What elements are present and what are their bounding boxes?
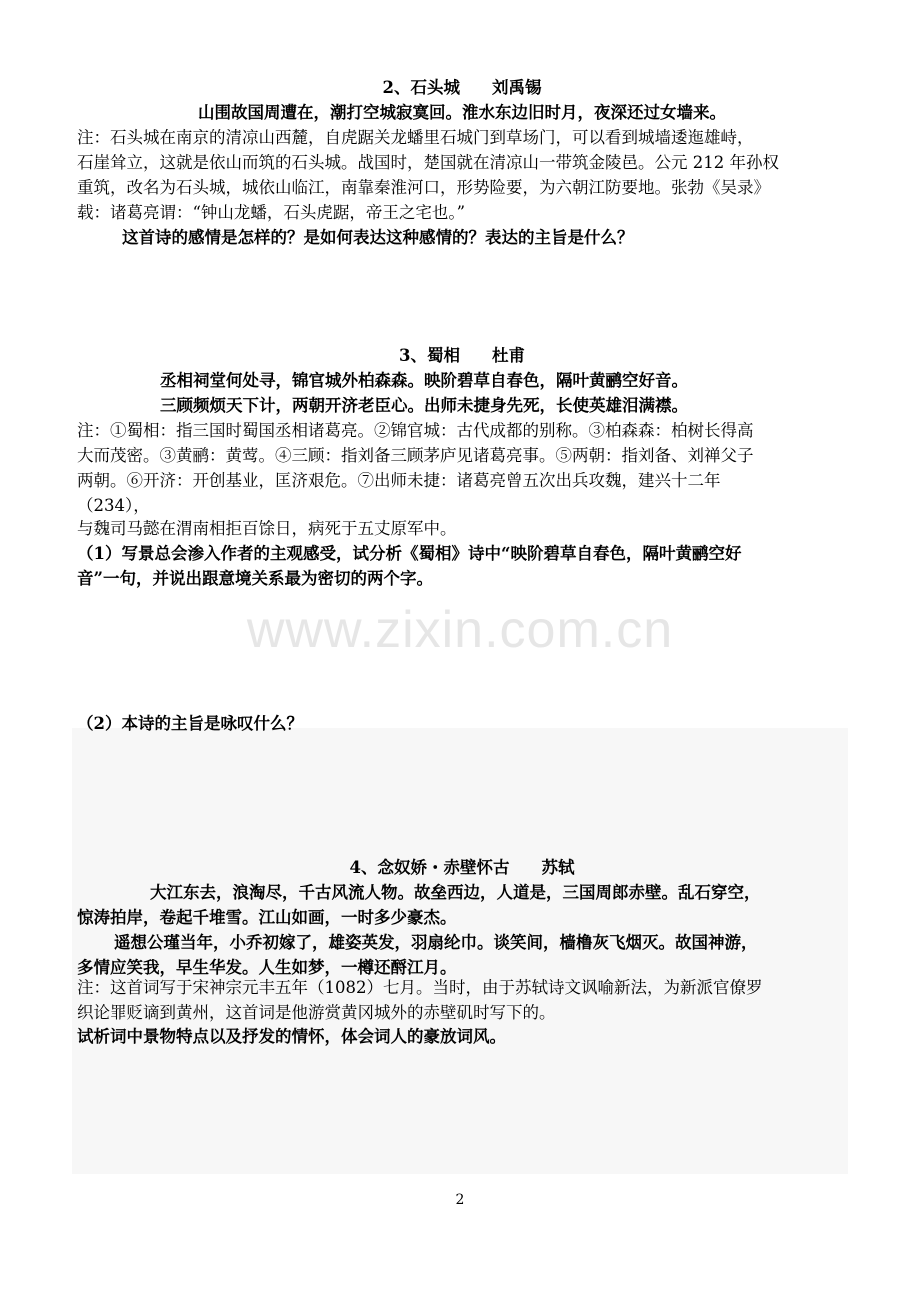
poem4-verse-line: 惊涛拍岸，卷起千堆雪。江山如画，一时多少豪杰。 (77, 908, 457, 927)
poem2-heading (77, 75, 847, 100)
poem3-note-line: 注：①蜀相：指三国时蜀国丞相诸葛亮。②锦官城：古代成都的别称。③柏森森：柏树长得高 (77, 421, 754, 440)
poem3-note-line: 大而茂密。③黄鹂：黄莺。④三顾：指刘备三顾茅庐见诸葛亮事。⑤两朝：指刘备、刘禅父子 (77, 446, 754, 465)
poem3-question1-line: （1）写景总会渗入作者的主观感受，试分析《蜀相》诗中“映阶碧草自春色，隔叶黄鹂空好 (77, 544, 742, 563)
watermark-text: www.zixin.com.cn (246, 601, 674, 659)
poem4-question: 试析词中景物特点以及抒发的情怀，体会词人的豪放词风。 (77, 1027, 506, 1046)
poem4-verse-line: 遥想公瑾当年，小乔初嫁了，雄姿英发，羽扇纶巾。谈笑间，樯橹灰飞烟灭。故国神游， (114, 933, 758, 952)
poem2-author: 刘禹锡 (491, 78, 542, 97)
poem3-verse-line: 丞相祠堂何处寻，锦官城外柏森森。映阶碧草自春色，隔叶黄鹂空好音。 (160, 371, 688, 390)
poem4-note-line: 注：这首词写于宋神宗元丰五年（1082）七月。当时，由于苏轼诗文讽喻新法，为新派官僚罗 (77, 978, 763, 997)
poem3-note-line: （234）， (77, 496, 150, 515)
page-number: 2 (455, 1192, 465, 1208)
poem3-title: 3、蜀相 (399, 346, 460, 365)
poem3-note-line: 与魏司马懿在渭南相拒百馀日，病死于五丈原军中。 (77, 519, 457, 538)
poem3-question1-line: 音”一句，并说出跟意境关系最为密切的两个字。 (77, 569, 433, 588)
poem4-author: 苏轼 (541, 858, 575, 877)
poem2-title: 2、石头城 (382, 78, 460, 97)
poem2-note-line: 石崖耸立，这就是依山而筑的石头城。战国时，楚国就在清凉山一带筑金陵邑。公元 212 年孙权 (77, 153, 779, 172)
poem2-question: 这首诗的感情是怎样的？是如何表达这种感情的？表达的主旨是什么？ (122, 228, 634, 247)
poem3-author: 杜甫 (491, 346, 525, 365)
poem3-heading (77, 343, 847, 368)
poem2-note-line: 重筑，改名为石头城，城依山临江，南靠秦淮河口，形势险要，为六朝江防要地。张勃《吴录》 (77, 178, 770, 197)
poem4-heading (77, 855, 847, 880)
poem4-note-line: 织论罪贬谪到黄州，这首词是他游赏黄冈城外的赤壁矶时写下的。 (77, 1003, 556, 1022)
poem4-verse-line: 大江东去，浪淘尽，千古风流人物。故垒西边，人道是，三国周郎赤壁。乱石穿空， (150, 883, 761, 902)
poem2-note-line: 注：石头城在南京的清凉山西麓，自虎踞关龙蟠里石城门到草场门，可以看到城墙逶迤雄峙， (77, 128, 754, 147)
poem3-question2: （2）本诗的主旨是咏叹什么？ (77, 714, 303, 733)
poem2-note-line: 载：诸葛亮谓：“钟山龙蟠，石头虎踞，帝王之宅也。” (77, 203, 466, 222)
poem3-verse-line: 三顾频烦天下计，两朝开济老臣心。出师未捷身先死，长使英雄泪满襟。 (160, 396, 688, 415)
poem4-verse-line: 多情应笑我，早生华发。人生如梦，一樽还酹江月。 (77, 958, 457, 977)
poem3-note-line: 两朝。⑥开济：开创基业，匡济艰危。⑦出师未捷：诸葛亮曾五次出兵攻魏，建兴十二年 (77, 471, 721, 490)
poem2-verse: 山围故国周遭在，潮打空城寂寞回。淮水东边旧时月，夜深还过女墙来。 (198, 103, 726, 122)
poem4-title: 4、念奴娇・赤壁怀古 (349, 858, 510, 877)
